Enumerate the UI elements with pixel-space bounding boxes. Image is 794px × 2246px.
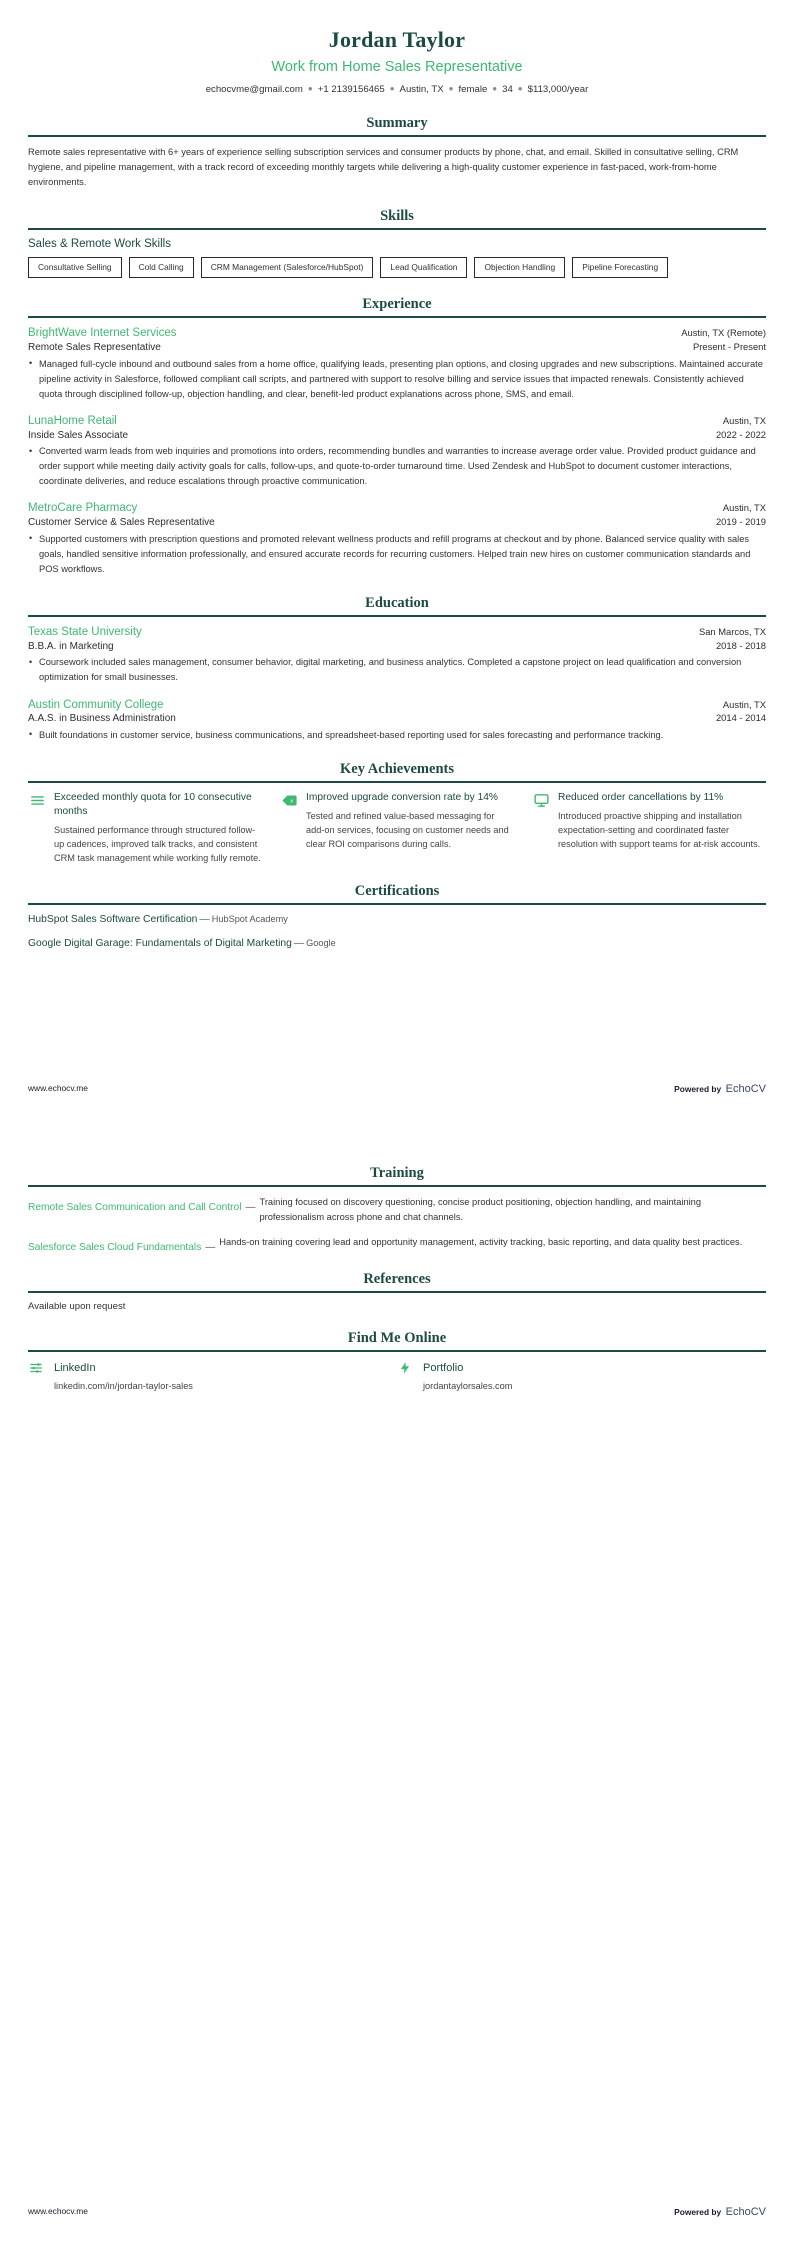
education-location: San Marcos, TX — [698, 626, 766, 637]
contact-email: echocvme@gmail.com — [205, 83, 303, 95]
certification-issuer: Google — [306, 937, 336, 948]
education-location: Austin, TX — [722, 698, 766, 710]
entry-header-row — [28, 326, 766, 341]
section-experience — [28, 296, 766, 577]
achievement-body — [54, 791, 262, 865]
online-link-url[interactable]: jordantaylorsales.com — [423, 1380, 513, 1391]
experience-location: Austin, TX — [722, 502, 766, 514]
section-title-summary: Summary — [366, 114, 428, 131]
experience-entry — [28, 501, 766, 577]
section-find-me-online — [28, 1330, 766, 1391]
bullet-item: • Converted warm leads from web inquiries and promotions into orders, recommending bundles and warranties to increase average order value. Provided product guidance and order support while meeting daily activity goals for calls, follow-ups, and quote-to-order turnaround time. Used Zendesk and HubSpot to document customer interactions, coordinate deliveries, and reduce escalations through proactive communication. — [28, 444, 766, 489]
certification-item — [28, 937, 766, 951]
experience-location: Austin, TX — [722, 414, 766, 426]
experience-bullets — [28, 532, 766, 577]
bullet-item: • Coursework included sales management, consumer behavior, digital marketing, and business analytics. Completed a capstone project on lead qualification and conversion optimization for small businesses. — [28, 655, 766, 685]
footer-powered-by — [674, 1079, 766, 1097]
achievement-body — [306, 791, 514, 852]
footer-brand: EchoCV — [725, 2206, 766, 2218]
section-rule — [28, 1185, 766, 1187]
training-item — [28, 1235, 766, 1253]
entry-header-row — [28, 501, 766, 516]
achievement-description: Tested and refined value-based messaging for add-on services, focusing on customer needs and clear ROI comparisons during calls. — [306, 810, 509, 850]
skill-tag: Cold Calling — [129, 257, 194, 278]
experience-dates: 2019 - 2019 — [715, 516, 766, 528]
footer-url[interactable]: www.echocv.me — [28, 1083, 88, 1093]
entry-header-row — [28, 414, 766, 429]
section-skills — [28, 208, 766, 278]
footer-powered-label: Powered by — [674, 1084, 722, 1094]
section-rule — [28, 1291, 766, 1293]
section-rule — [28, 316, 766, 318]
online-link-label: Portfolio — [423, 1361, 464, 1374]
footer-brand: EchoCV — [725, 1083, 766, 1095]
resume-header — [28, 26, 766, 97]
svg-text:x: x — [289, 798, 293, 805]
certification-name: Google Digital Garage: Fundamentals of Digital Marketing — [28, 937, 292, 949]
entry-subheader-row — [28, 640, 766, 654]
skill-tag-list — [28, 257, 766, 278]
experience-role: Remote Sales Representative — [28, 342, 161, 354]
online-links-list — [28, 1360, 766, 1391]
references-text: Available upon request — [28, 1300, 126, 1312]
bullet-item: • Built foundations in customer service, business communications, and spreadsheet-based reporting used for sales forecasting and performance tracking. — [28, 728, 766, 743]
contact-separator: ● — [307, 83, 313, 93]
resume-page-2 — [0, 1123, 794, 2246]
section-key-achievements — [28, 761, 766, 865]
training-description: Hands-on training covering lead and opportunity management, activity tracking, basic reporting, and data quality best practices. — [219, 1236, 743, 1247]
skill-group-title: Sales & Remote Work Skills — [28, 238, 171, 251]
experience-organization: BrightWave Internet Services — [28, 327, 177, 340]
contact-separator: ● — [389, 83, 395, 93]
skill-tag: Lead Qualification — [380, 257, 467, 278]
education-institution: Austin Community College — [28, 698, 164, 711]
section-rule — [28, 615, 766, 617]
experience-organization: LunaHome Retail — [28, 414, 117, 427]
section-title-training: Training — [370, 1165, 424, 1181]
experience-dates: Present - Present — [693, 341, 766, 353]
footer-powered-label: Powered by — [674, 2207, 722, 2217]
achievement-description: Introduced proactive shipping and installation expectation-setting and coordinated faster resolution with support teams for at-risk accounts. — [558, 810, 761, 850]
training-name: Remote Sales Communication and Call Control — [28, 1202, 242, 1213]
section-title-certifications: Certifications — [354, 883, 440, 900]
education-entry — [28, 698, 766, 743]
contact-gender: female — [458, 83, 488, 95]
footer-powered-by — [674, 2202, 766, 2220]
training-dash: — — [245, 1202, 256, 1213]
contact-separator: ● — [492, 83, 498, 93]
contact-age: 34 — [502, 83, 513, 95]
experience-role: Inside Sales Associate — [28, 429, 129, 441]
bullet-item: • Managed full-cycle inbound and outbound sales from a home office, qualifying leads, presenting plan options, and closing upgrades and new subscriptions. Maintained accurate pipeline activity in Salesforce, followed compliant call scripts, and partnered with support to resolve billing and service issues that impacted renewals. Consistently achieved quota through disciplined follow-up, objection handling, and clear, benefit-led product explanations across phone, SMS, and email. — [28, 357, 766, 402]
experience-role: Customer Service & Sales Representative — [28, 517, 215, 529]
entry-header-row — [28, 698, 766, 713]
experience-entry — [28, 414, 766, 490]
education-dates: 2018 - 2018 — [715, 639, 766, 651]
contact-salary: $113,000/year — [527, 83, 589, 95]
training-description: Training focused on discovery questioning, concise product positioning, objection handling, and maintaining professionalism across phone and chat channels. — [259, 1197, 702, 1222]
experience-dates: 2022 - 2022 — [715, 428, 766, 440]
section-title-find-me-online: Find Me Online — [347, 1329, 447, 1346]
tag-icon — [280, 791, 298, 809]
education-institution: Texas State University — [28, 626, 142, 638]
page-footer — [28, 2202, 766, 2220]
entry-subheader-row — [28, 516, 766, 530]
achievement-description: Sustained performance through structured follow-up cadences, improved talk tracks, and consistent CRM task management while working fully remote. — [54, 824, 261, 864]
skill-tag: CRM Management (Salesforce/HubSpot) — [201, 257, 374, 278]
entry-header-row — [28, 625, 766, 640]
certification-dash: — — [199, 914, 210, 926]
monitor-icon — [532, 791, 550, 809]
achievement-item — [28, 791, 262, 865]
section-training — [28, 1165, 766, 1253]
experience-location: Austin, TX (Remote) — [681, 327, 766, 339]
contact-separator: ● — [517, 83, 523, 93]
education-dates: 2014 - 2014 — [715, 712, 766, 724]
achievement-item — [280, 791, 514, 852]
online-link-item[interactable] — [397, 1360, 766, 1391]
section-rule — [28, 903, 766, 905]
entry-subheader-row — [28, 429, 766, 443]
achievement-body — [558, 791, 766, 852]
page-footer — [28, 1079, 766, 1097]
certification-item — [28, 913, 766, 927]
entry-subheader-row — [28, 341, 766, 355]
education-bullets — [28, 655, 766, 685]
entry-subheader-row — [28, 712, 766, 726]
achievement-list — [28, 791, 766, 865]
education-entry — [28, 625, 766, 686]
bolt-icon — [397, 1360, 413, 1376]
training-name: Salesforce Sales Cloud Fundamentals — [28, 1241, 202, 1253]
sliders-icon — [28, 1360, 44, 1376]
section-title-education: Education — [365, 595, 429, 611]
section-title-skills: Skills — [380, 208, 414, 225]
achievement-title: Improved upgrade conversion rate by 14% — [306, 792, 498, 804]
training-item — [28, 1195, 766, 1225]
experience-bullets — [28, 357, 766, 402]
summary-text: Remote sales representative with 6+ years of experience selling subscription services and consumer products by phone, chat, and email. Skilled in consultative selling, CRM hygiene, and pipeline management, with a track record of exceeding monthly targets while delivering a high-quality customer experience in fast-paced, work-from-home environments. — [28, 146, 739, 187]
candidate-name: Jordan Taylor — [328, 27, 466, 52]
section-rule — [28, 135, 766, 137]
contact-location: Austin, TX — [399, 83, 444, 95]
achievement-item — [532, 791, 766, 852]
experience-entry — [28, 326, 766, 402]
section-education — [28, 595, 766, 743]
section-certifications — [28, 883, 766, 951]
online-link-label: LinkedIn — [54, 1361, 96, 1374]
education-bullets — [28, 728, 766, 743]
experience-bullets — [28, 444, 766, 489]
section-title-experience: Experience — [362, 296, 432, 313]
section-rule — [28, 1350, 766, 1352]
footer-url[interactable]: www.echocv.me — [28, 2206, 88, 2216]
experience-organization: MetroCare Pharmacy — [28, 502, 138, 515]
contact-phone: +1 2139156465 — [317, 83, 385, 95]
contact-line — [28, 83, 766, 97]
contact-separator: ● — [448, 83, 454, 93]
skill-tag: Objection Handling — [474, 257, 565, 278]
education-degree: A.A.S. in Business Administration — [28, 713, 176, 725]
section-rule — [28, 228, 766, 230]
online-link-url[interactable]: linkedin.com/in/jordan-taylor-sales — [54, 1380, 193, 1391]
section-title-key-achievements: Key Achievements — [340, 761, 454, 778]
online-link-item[interactable] — [28, 1360, 397, 1391]
skill-tag: Pipeline Forecasting — [572, 257, 668, 278]
certification-dash: — — [293, 937, 305, 949]
achievement-title: Reduced order cancellations by 11% — [558, 792, 724, 804]
certification-name: HubSpot Sales Software Certification — [28, 914, 198, 926]
list-lines-icon — [28, 791, 46, 809]
online-link-header — [397, 1360, 766, 1376]
certification-issuer: HubSpot Academy — [211, 914, 288, 925]
bullet-item: • Supported customers with prescription questions and promoted relevant wellness products and refill programs at checkout and by phone. Balanced service quality with sales goals, handled sensitive information professionally, and ensured accurate records for recurring customers. Helped train new hires on customer communication standards and POS workflows. — [28, 532, 766, 577]
online-link-header — [28, 1360, 397, 1376]
education-degree: B.B.A. in Marketing — [28, 640, 114, 652]
section-references — [28, 1271, 766, 1312]
section-summary — [28, 115, 766, 190]
candidate-job-title: Work from Home Sales Representative — [271, 58, 523, 75]
section-title-references: References — [363, 1270, 431, 1287]
training-dash: — — [205, 1241, 216, 1253]
section-rule — [28, 781, 766, 783]
skill-tag: Consultative Selling — [28, 257, 122, 278]
achievement-title: Exceeded monthly quota for 10 consecutive months — [54, 792, 252, 817]
